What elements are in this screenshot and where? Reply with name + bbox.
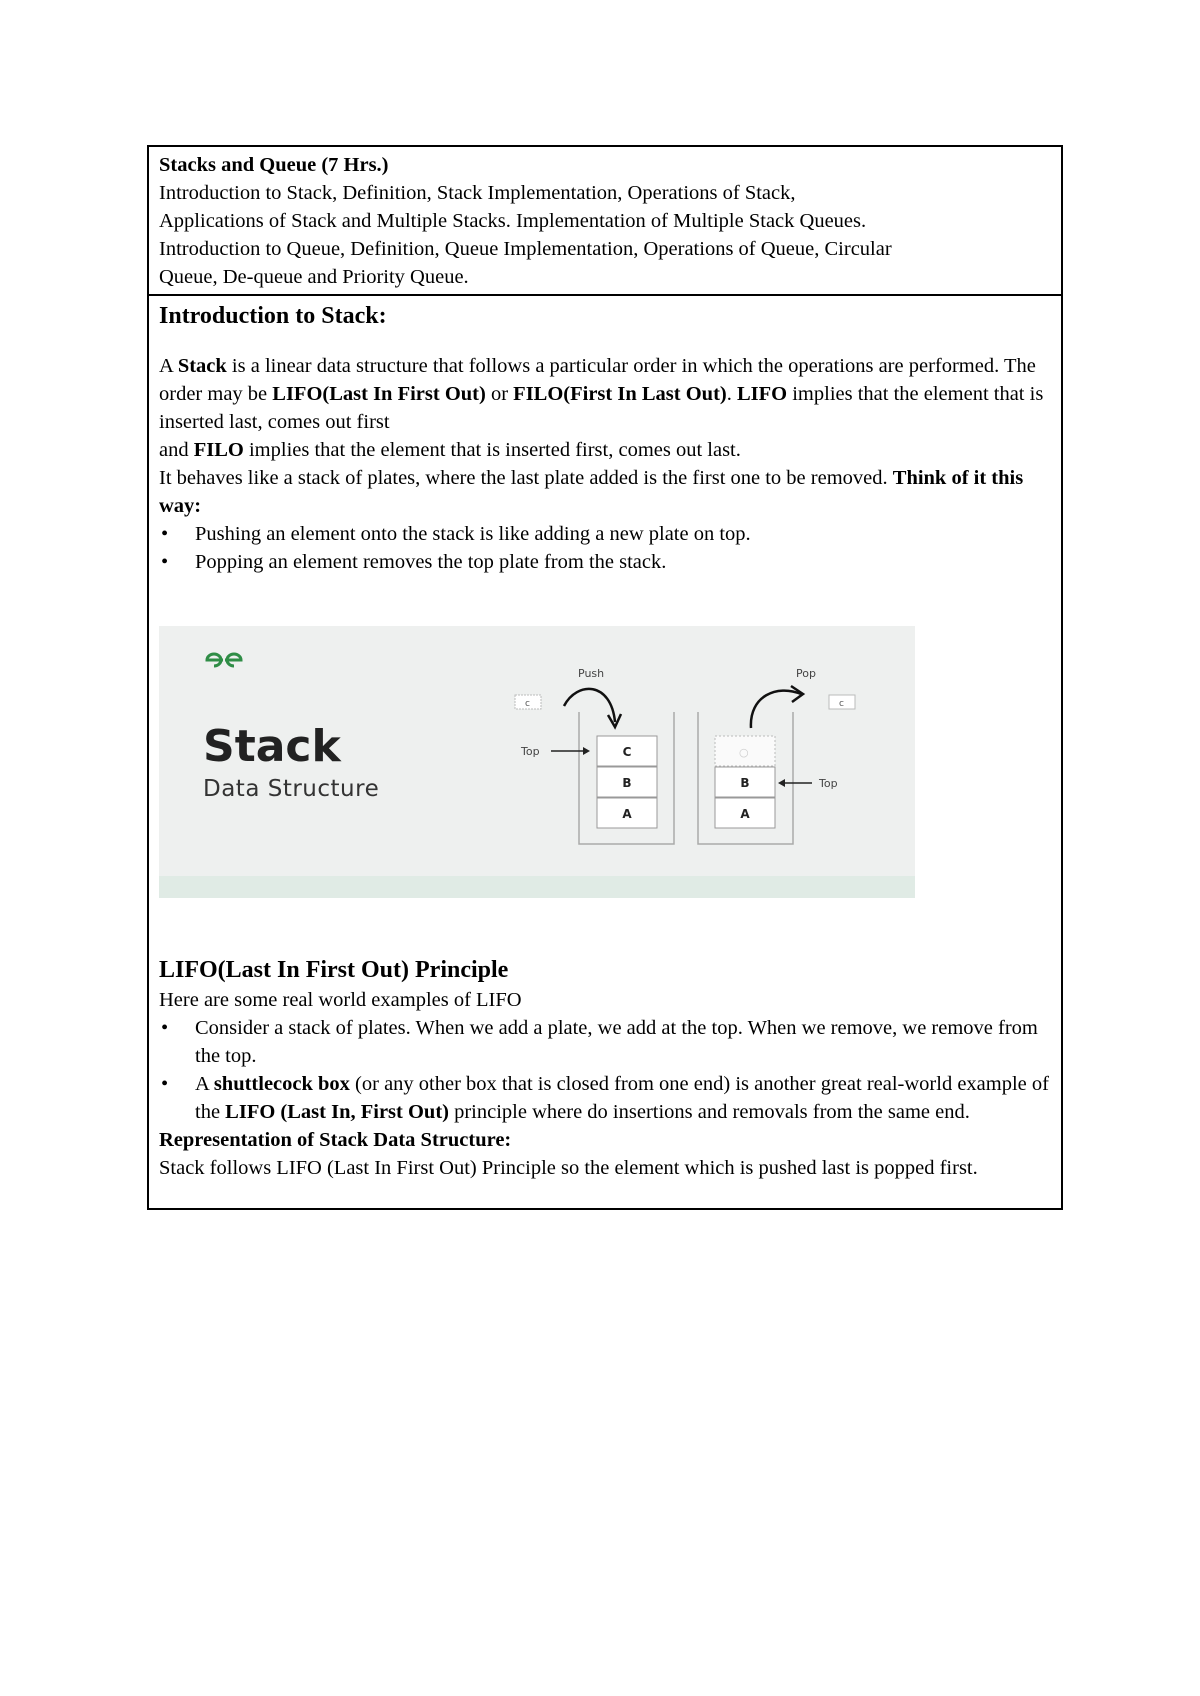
syllabus-table	[147, 145, 1063, 1210]
filo-term: FILO(First In Last Out)	[513, 383, 727, 405]
stack-element-label: A	[622, 807, 632, 821]
stack-element-label: B	[740, 776, 750, 790]
syllabus-cell	[149, 147, 1061, 296]
stack-diagram	[159, 626, 915, 898]
lifo-term: LIFO(Last In First Out)	[272, 383, 486, 405]
push-label: Push	[578, 667, 605, 680]
lifo-term: LIFO	[225, 1101, 276, 1123]
stack-element	[597, 798, 657, 828]
stack-element-label: C	[622, 745, 632, 759]
lifo-term: LIFO	[736, 383, 788, 405]
figure-title: Stack	[203, 721, 341, 772]
popped-item	[829, 695, 855, 709]
stack-element	[715, 798, 775, 828]
intro-paragraph: A Stack is a linear data structure that follows a particular order in which the operations are performed. The order may be LIFO(Last In First Out) or FILO(First In Last Out). LIFO implies that the element that is inserted last, comes out first	[159, 355, 1044, 433]
syllabus-title: Stacks and Queue (7 Hrs.)	[159, 154, 389, 176]
shuttlecock-term: shuttlecock box	[213, 1073, 350, 1095]
push-arrow-icon	[564, 689, 615, 722]
plates-paragraph: It behaves like a stack of plates, where the last plate added is the first one to be removed. Think of it this way:	[159, 467, 1024, 517]
think-label: Think of it this way:	[159, 467, 1024, 517]
list-item: • Popping an element removes the top plate from the stack.	[195, 548, 1051, 576]
list-item: • Pushing an element onto the stack is like adding a new plate on top.	[195, 520, 1051, 548]
intro-bullets	[159, 520, 1051, 576]
syllabus-line: Introduction to Queue, Definition, Queue Implementation, Operations of Queue, Circular	[159, 238, 892, 260]
filo-paragraph: and FILO implies that the element that is inserted first, comes out last.	[159, 439, 741, 461]
lifo-heading: LIFO(Last In First Out) Principle	[159, 957, 509, 983]
right-top-pointer	[778, 777, 838, 790]
intro-heading: Introduction to Stack:	[159, 303, 387, 329]
figure-footer-strip	[159, 876, 915, 898]
lifo-bullets	[159, 1014, 1051, 1126]
top-label: Top	[819, 777, 838, 790]
list-item: • A shuttlecock box (or any other box that is closed from one end) is another great real-world example of the LIFO (Last In, First Out) principle where do insertions and removals from the same end.	[195, 1070, 1051, 1126]
content-cell	[149, 296, 1061, 1208]
pop-label: Pop	[796, 667, 816, 680]
stack-element-label: B	[622, 776, 632, 790]
stack-element	[597, 767, 657, 797]
syllabus-line: Introduction to Stack, Definition, Stack Implementation, Operations of Stack,	[159, 182, 796, 204]
filo-term: FILO	[193, 439, 244, 461]
figure-subtitle: Data Structure	[203, 776, 380, 802]
incoming-item	[515, 695, 541, 709]
lifo-expansion: (Last In, First Out)	[280, 1101, 449, 1123]
list-item: • Consider a stack of plates. When we add a plate, we add at the top. When we remove, we remove from the top.	[195, 1014, 1051, 1070]
top-label: Top	[521, 745, 540, 758]
syllabus-line: Queue, De-queue and Priority Queue.	[159, 266, 469, 288]
svg-text:c: c	[839, 699, 844, 709]
stack-element	[715, 767, 775, 797]
lifo-intro: Here are some real world examples of LIFO	[159, 989, 522, 1011]
stack-element	[597, 736, 657, 766]
svg-text:○: ○	[739, 746, 749, 759]
stack-element-label: A	[740, 807, 750, 821]
representation-text: Stack follows LIFO (Last In First Out) Principle so the element which is pushed last is popped first.	[159, 1157, 978, 1179]
left-stack-container	[579, 712, 674, 844]
stack-term: Stack	[177, 355, 227, 377]
right-stack-container	[698, 712, 793, 844]
syllabus-line: Applications of Stack and Multiple Stacks. Implementation of Multiple Stack Queues.	[159, 210, 867, 232]
svg-text:c: c	[525, 699, 530, 709]
stack-figure	[159, 626, 915, 898]
representation-heading: Representation of Stack Data Structure:	[159, 1129, 512, 1151]
